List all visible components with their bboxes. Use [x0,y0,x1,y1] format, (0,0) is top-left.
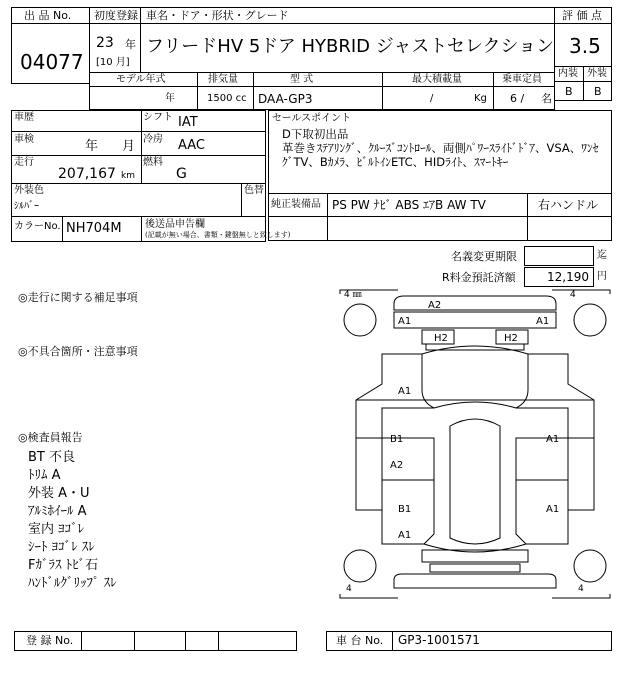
chassis-no-value: GP3-1001571 [398,633,480,647]
capacity-label: 乗車定員 [502,74,542,85]
chassis-no-label: 車 台 No. [336,634,384,647]
tire-label: 4 ㎜ [344,290,362,300]
steering: 右ハンドル [538,198,599,212]
equipment-label: 純正装備品 [271,199,321,210]
first-reg-label: 初度登録 [94,9,138,22]
later-note: (記載が無い場合、書類・鍵盤無しと致します) [145,231,291,239]
sales-point-text: D下取初出品 革巻きｽﾃｱﾘﾝｸﾞ、ｸﾙｰｽﾞｺﾝﾄﾛｰﾙ、両側ﾊﾟﾜｰｽﾗｲﾄﾞﾄﾞｱ、VSA、ﾜﾝｾｸﾞTV、Bｶﾒﾗ、ﾋﾞﾙﾄｲﾝETC、HIDﾗｲﾄ、ｽﾏｰﾄｷｰ [282,127,599,169]
name-change-label: 名義変更期限 [451,250,517,263]
damage-mark: A1 [546,504,560,515]
fuel-value: G [176,166,187,182]
model-year-label: モデル年式 [116,74,166,85]
reg-no-label: 登 録 No. [26,634,74,647]
fuel-label: 燃料 [143,157,163,168]
displacement-label: 排気量 [208,74,238,85]
recycle-unit: 円 [597,271,607,282]
model-label: 型 式 [290,74,314,85]
mileage-unit: km [121,171,135,181]
inspector-line: ﾊﾝﾄﾞﾙｸﾞﾘｯﾌﾟ ｽﾚ [28,576,117,591]
inspector-line: Fｶﾞﾗｽ ﾄﾋﾞ石 [28,558,99,573]
later-label: 後送品申告欄 [145,219,205,230]
car-name-label: 車名・ドア・形状・グレード [146,9,289,22]
exterior-grade: B [594,85,602,98]
sales-point-label: セールスポイント [272,113,352,124]
inspector-line: 室内 ﾖｺﾞﾚ [28,522,85,537]
tire-label: 4 [570,290,576,300]
damage-mark: B1 [398,504,412,515]
first-reg-year: 23 [96,35,114,51]
damage-mark: A1 [398,386,412,397]
inspection-year-unit: 年 [85,139,99,154]
model-code: DAA-GP3 [258,92,313,106]
tire-label: 4 [346,584,352,594]
mileage-value: 207,167 [58,166,116,182]
shift-value: IAT [178,115,198,130]
mileage-label: 走行 [14,157,34,168]
lot-label: 出 品 No. [24,9,72,22]
inspection-label: 車検 [14,134,34,145]
damage-mark: H2 [434,333,448,344]
model-year-unit: 年 [165,93,175,104]
inspector-line: 外装 A・U [28,486,90,501]
ext-color-value: ｼﾙﾊﾞｰ [14,201,39,212]
defect-notes-label: ◎不具合箇所・注意事項 [18,345,138,358]
capacity-value: 6 / [510,92,525,105]
inspector-line: BT 不良 [28,450,75,465]
first-reg-month: [10 月] [96,57,130,68]
damage-mark: B1 [390,434,404,445]
name-change-unit: 迄 [597,250,607,261]
equipment-items: PS PW ﾅﾋﾞ ABS ｴｱB AW TV [332,198,486,212]
lot-number: 04077 [20,50,84,74]
inspector-report-label: ◎検査員報告 [18,431,83,444]
year-unit: 年 [125,38,136,51]
displacement-value: 1500 cc [207,93,247,104]
damage-mark: A1 [536,316,550,327]
driving-notes-label: ◎走行に関する補足事項 [18,291,138,304]
damage-mark: A1 [546,434,560,445]
inspector-line: ｼｰﾄ ﾖｺﾞﾚ ｽﾚ [28,540,95,555]
recycle-label: R料金預託済額 [442,271,516,284]
inspector-report-list [28,446,117,590]
damage-mark: A1 [398,530,412,541]
name-change-box [524,246,594,266]
damage-mark: A1 [398,316,412,327]
load-value: / [430,93,434,104]
history-label: 車歴 [14,112,34,123]
load-label: 最大積載量 [412,74,462,85]
inspector-line: ﾄﾘﾑ A [28,468,61,483]
ac-value: AAC [178,138,205,153]
ext-color-label: 外装色 [14,185,44,196]
interior-label: 内装 [558,68,578,79]
tire-label: 4 [578,584,584,594]
capacity-unit: 名 [541,92,552,105]
color-no-value: NH704M [66,221,122,236]
car-damage-diagram [338,288,612,600]
shift-label: シフト [143,112,173,123]
damage-mark: A2 [390,460,404,471]
inspector-line: ｱﾙﾐﾎｲｰﾙ A [28,504,87,519]
load-unit: Kg [474,93,487,104]
inspection-month-unit: 月 [122,139,136,154]
score-label: 評 価 点 [562,9,602,22]
exterior-label: 外装 [587,68,607,79]
damage-mark: A2 [428,300,442,311]
damage-mark: H2 [504,333,518,344]
interior-grade: B [565,85,573,98]
car-name: フリードHV 5ドア HYBRID ジャストセレクション [146,36,555,57]
recycle-value: 12,190 [547,270,589,284]
score-value: 3.5 [569,34,601,58]
color-no-label: カラーNo. [14,221,61,232]
ac-label: 冷房 [143,134,163,145]
recolor-label: 色替 [244,185,264,196]
